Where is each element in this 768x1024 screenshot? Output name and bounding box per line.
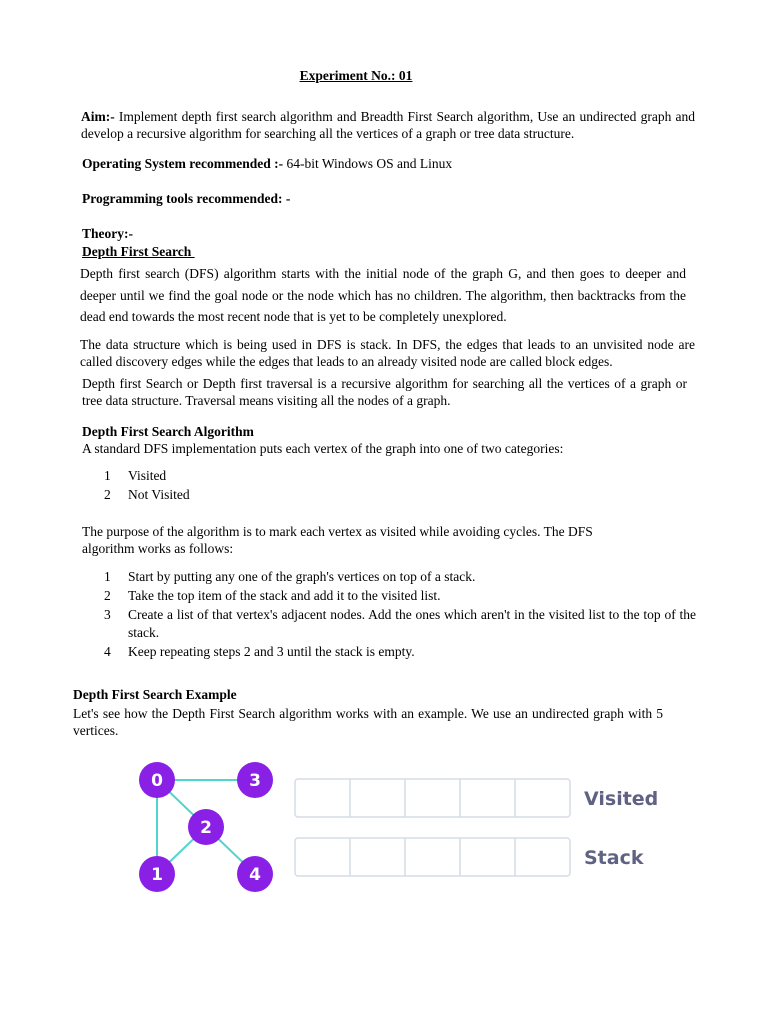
theory-paragraph-2: The data structure which is being used in DFS is stack. In DFS, the edges that leads to an unvisited node are called discovery edges while the edges that leads to an already visited node are called block edges. [80, 337, 695, 369]
list-number: 3 [104, 607, 111, 622]
theory-paragraph-3: Depth first Search or Depth first traversal is a recursive algorithm for searching all the vertices of a graph or tree data structure. Traversal means visiting all the nodes of a graph. [82, 376, 687, 408]
list-text: Take the top item of the stack and add it to the visited list. [128, 588, 441, 603]
list-item [104, 606, 696, 641]
visited-array [295, 779, 570, 817]
node-label: 4 [249, 865, 261, 885]
os-text: 64-bit Windows OS and Linux [283, 156, 453, 171]
example-paragraph: Let's see how the Depth First Search algorithm works with an example. We use an undirected graph with 5 vertices. [73, 706, 663, 738]
list-number: 2 [104, 588, 111, 603]
list-number: 4 [104, 644, 111, 659]
list-text: Visited [128, 468, 167, 483]
aim-label: Aim:- [81, 109, 115, 124]
tools-label: Programming tools recommended: - [82, 191, 291, 206]
experiment-title: Experiment No.: 01 [299, 68, 413, 83]
visited-label: Visited [584, 788, 659, 810]
example-heading: Depth First Search Example [73, 687, 237, 702]
category-list [104, 467, 696, 505]
graph-node-0 [139, 762, 175, 798]
theory-paragraph-1: Depth first search (DFS) algorithm starts with the initial node of the graph G, and then goes to deeper and deeper until we find the goal node or the node which has no children. The algorithm, then backtracks from the dead end towards the most recent node that is yet to be completely unexplored. [80, 266, 686, 324]
aim-paragraph [81, 108, 695, 142]
steps-list [104, 568, 696, 662]
node-label: 1 [151, 865, 163, 885]
dfs-example-figure [130, 755, 670, 900]
os-paragraph [82, 155, 696, 172]
graph-node-3 [237, 762, 273, 798]
list-text: Create a list of that vertex's adjacent nodes. Add the ones which aren't in the visited list to the top of the stack. [128, 607, 696, 640]
algorithm-heading: Depth First Search Algorithm [82, 424, 254, 439]
node-label: 2 [200, 818, 212, 838]
node-label: 3 [249, 771, 261, 791]
dfs-heading: Depth First Search [82, 244, 195, 259]
list-text: Keep repeating steps 2 and 3 until the stack is empty. [128, 644, 415, 659]
graph-node-2 [188, 809, 224, 845]
theory-label: Theory:- [82, 226, 133, 241]
list-number: 1 [104, 468, 111, 483]
list-item [104, 486, 696, 505]
stack-array [295, 838, 570, 876]
list-item [104, 568, 696, 587]
list-item [104, 467, 696, 486]
node-label: 0 [151, 771, 163, 791]
list-number: 1 [104, 569, 111, 584]
purpose-paragraph: The purpose of the algorithm is to mark each vertex as visited while avoiding cycles. The DFS algorithm works as follows: [82, 524, 593, 556]
list-item [104, 587, 696, 606]
aim-text: Implement depth first search algorithm and Breadth First Search algorithm, Use an undirected graph and develop a recursive algorithm for searching all the vertices of a graph or tree data structure. [81, 109, 695, 141]
list-number: 2 [104, 487, 111, 502]
graph-node-4 [237, 856, 273, 892]
stack-label: Stack [584, 847, 644, 869]
graph-node-1 [139, 856, 175, 892]
algorithm-intro: A standard DFS implementation puts each vertex of the graph into one of two categories: [82, 441, 564, 456]
list-item [104, 643, 696, 662]
list-text: Start by putting any one of the graph's vertices on top of a stack. [128, 569, 476, 584]
os-label: Operating System recommended :- [82, 156, 284, 171]
list-text: Not Visited [128, 487, 190, 502]
